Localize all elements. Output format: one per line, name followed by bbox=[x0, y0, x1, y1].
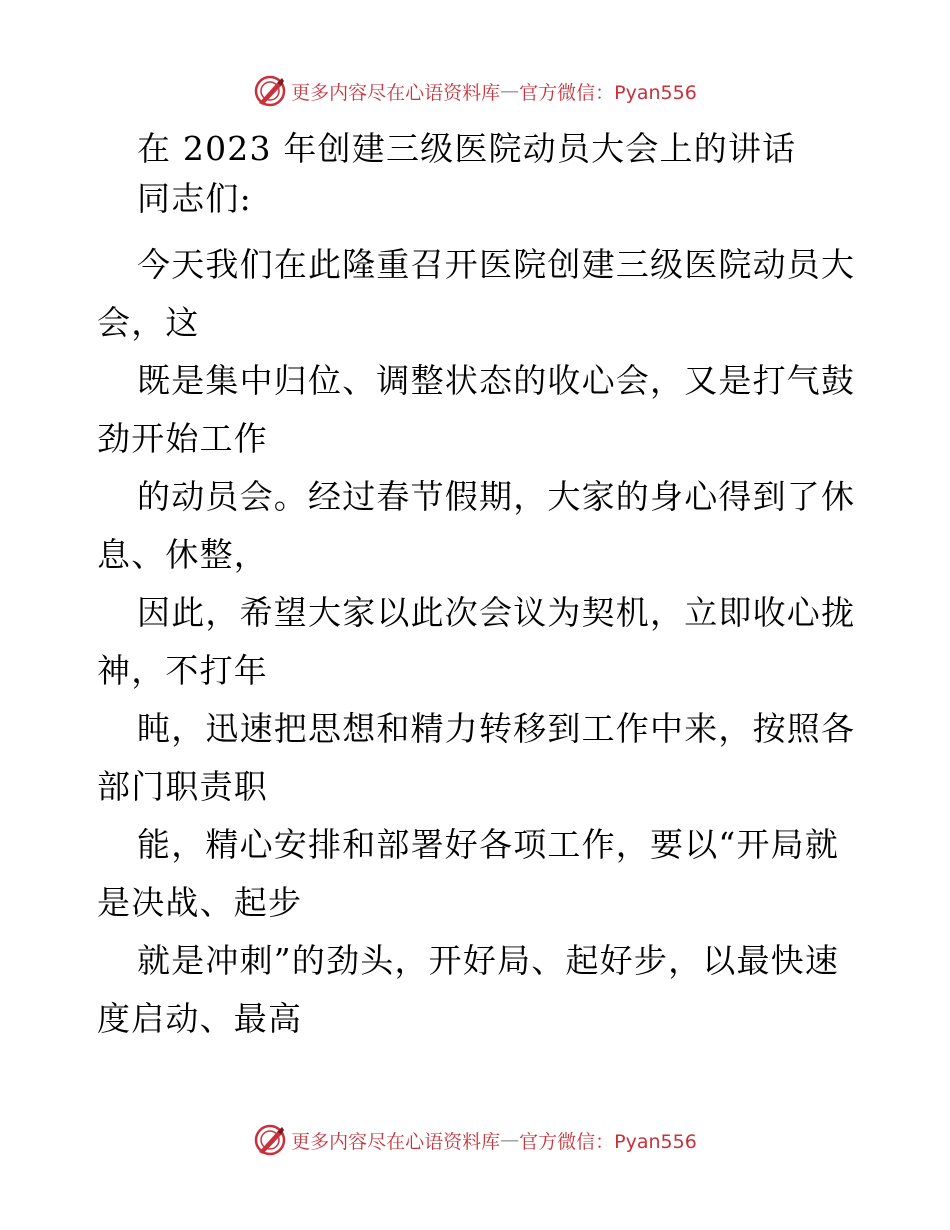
body-line: 劲开始工作 bbox=[97, 419, 268, 458]
body-line: 神，不打年 bbox=[97, 651, 268, 690]
document-title: 在 2023 年创建三级医院动员大会上的讲话 bbox=[137, 129, 797, 168]
body-line: 就是冲刺”的劲头，开好局、起好步，以最快速 bbox=[137, 941, 840, 980]
body-line: 是决战、起步 bbox=[97, 883, 303, 922]
footer-watermark-banner bbox=[0, 1120, 950, 1160]
body-line: 盹，迅速把思想和精力转移到工作中来，按照各 bbox=[137, 709, 856, 748]
watermark-contact: 官方微信：Pyan556 bbox=[519, 1130, 697, 1153]
watermark-text bbox=[291, 1127, 697, 1154]
body-line: 能，精心安排和部署好各项工作，要以“开局就 bbox=[137, 825, 840, 864]
watermark-site-name: 更多内容尽在心语资料库 bbox=[291, 1130, 501, 1153]
body-line: 因此，希望大家以此次会议为契机，立即收心拢 bbox=[137, 593, 856, 632]
body-line: 度启动、最高 bbox=[97, 999, 303, 1038]
salutation: 同志们: bbox=[137, 179, 252, 218]
watermark-contact: 官方微信：Pyan556 bbox=[519, 81, 697, 104]
document-body bbox=[97, 124, 857, 1048]
header-watermark-banner bbox=[0, 71, 950, 111]
watermark-site-name: 更多内容尽在心语资料库 bbox=[291, 81, 501, 104]
body-line: 的动员会。经过春节假期，大家的身心得到了休 bbox=[137, 477, 856, 516]
body-line: 今天我们在此隆重召开医院创建三级医院动员大 bbox=[137, 245, 856, 284]
pen-logo-icon bbox=[253, 74, 287, 108]
watermark-text bbox=[291, 78, 697, 105]
body-line: 息、休整， bbox=[97, 535, 268, 574]
body-line: 会，这 bbox=[97, 303, 200, 342]
watermark-dash: — bbox=[500, 80, 520, 102]
pen-logo-icon bbox=[253, 1123, 287, 1157]
body-line: 既是集中归位、调整状态的收心会，又是打气鼓 bbox=[137, 361, 856, 400]
body-line: 部门职责职 bbox=[97, 767, 268, 806]
watermark-dash: — bbox=[500, 1129, 520, 1151]
